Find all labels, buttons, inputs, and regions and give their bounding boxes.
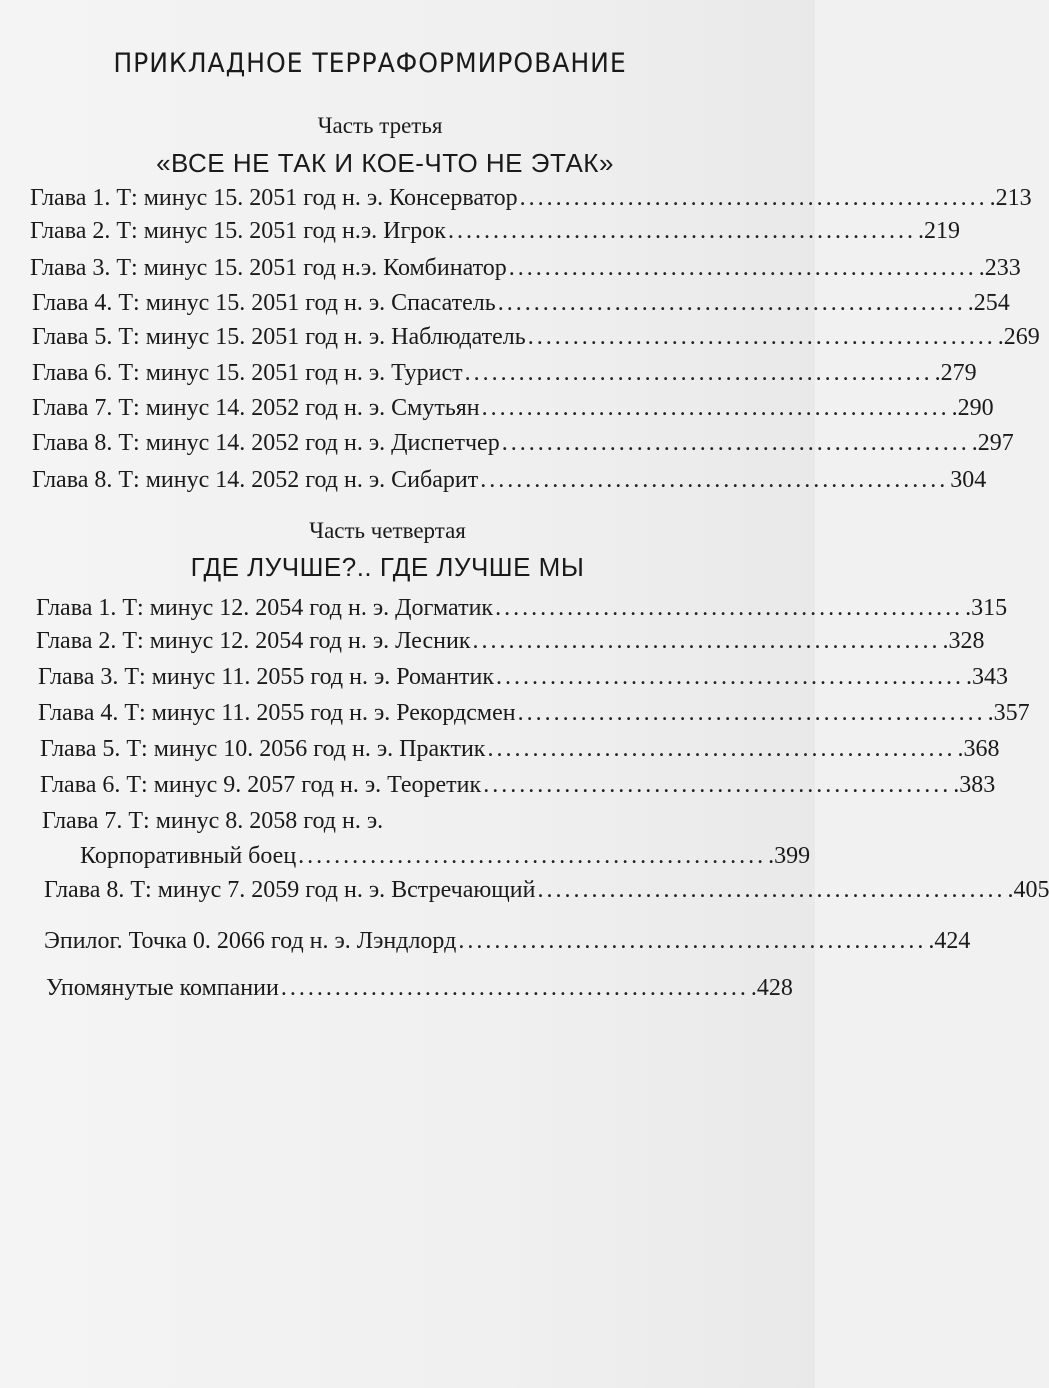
- toc-entry-page: .219: [917, 218, 960, 244]
- dot-leader: ....................................................: [519, 185, 988, 211]
- toc-entry-page: .254: [967, 290, 1010, 316]
- toc-entry[interactable]: [36, 595, 1008, 622]
- toc-entry-page: .399: [768, 843, 811, 869]
- toc-entry-page: .428: [750, 975, 793, 1001]
- toc-entry-page: .424: [928, 928, 971, 954]
- dot-leader: ....................................................: [464, 360, 933, 386]
- dot-leader: ....................................................: [537, 877, 1006, 903]
- toc-entry[interactable]: [32, 360, 977, 387]
- dot-leader: ....................................................: [487, 736, 956, 762]
- toc-entry[interactable]: [30, 255, 1021, 282]
- dot-leader: ....................................................: [480, 467, 949, 493]
- toc-entry-title: Глава 4. Т: минус 15. 2051 год н. э. Спасатель: [32, 290, 496, 316]
- toc-entry[interactable]: [40, 736, 1000, 763]
- dot-leader: ....................................................: [280, 975, 749, 1001]
- toc-entry-page: .343: [966, 664, 1009, 690]
- dot-leader: ....................................................: [472, 628, 941, 654]
- toc-entry[interactable]: [32, 395, 994, 422]
- toc-entry-title: Эпилог. Точка 0. 2066 год н. э. Лэндлорд: [44, 928, 457, 954]
- toc-entry-title: Глава 4. Т: минус 11. 2055 год н. э. Рекордсмен: [38, 700, 516, 726]
- toc-entry-page: .315: [965, 595, 1008, 621]
- dot-leader: ....................................................: [508, 255, 977, 281]
- toc-entry-page: 304: [950, 467, 987, 493]
- toc-entry-title: Глава 2. Т: минус 15. 2051 год н.э. Игрок: [30, 218, 446, 244]
- toc-entry-page: .368: [957, 736, 1000, 762]
- dot-leader: ....................................................: [447, 218, 916, 244]
- toc-entry[interactable]: [36, 628, 985, 655]
- part-four-label: Часть четвертая: [309, 518, 466, 543]
- toc-entry-title: Глава 2. Т: минус 12. 2054 год н. э. Лесник: [36, 628, 471, 654]
- toc-entry-title-continuation: Корпоративный боец: [80, 843, 297, 869]
- toc-entry-page: .328: [942, 628, 985, 654]
- toc-entry-title: Глава 1. Т: минус 12. 2054 год н. э. Догматик: [36, 595, 494, 621]
- dot-leader: ....................................................: [458, 928, 927, 954]
- toc-entry-title: Глава 7. Т: минус 14. 2052 год н. э. Смутьян: [32, 395, 480, 421]
- dot-leader: ....................................................: [517, 700, 986, 726]
- toc-entry[interactable]: [38, 700, 1030, 727]
- toc-entry-companies[interactable]: [46, 975, 793, 1002]
- toc-entry[interactable]: [30, 218, 960, 245]
- toc-entry-title: Глава 8. Т: минус 7. 2059 год н. э. Встречающий: [44, 877, 536, 903]
- toc-entry[interactable]: [38, 664, 1009, 691]
- toc-entry-epilogue[interactable]: [44, 928, 971, 955]
- dot-leader: ....................................................: [483, 772, 952, 798]
- dot-leader: ....................................................: [496, 664, 965, 690]
- toc-entry-title: Глава 5. Т: минус 15. 2051 год н. э. Наблюдатель: [32, 324, 526, 350]
- toc-entry-title[interactable]: Глава 7. Т: минус 8. 2058 год н. э.: [42, 808, 384, 834]
- toc-entry-title: Глава 3. Т: минус 11. 2055 год н. э. Романтик: [38, 664, 495, 690]
- toc-entry[interactable]: [44, 877, 1049, 904]
- toc-entry-page: .233: [978, 255, 1021, 281]
- toc-entry-title: Глава 8. Т: минус 14. 2052 год н. э. Диспетчер: [32, 430, 500, 456]
- toc-entry-title: Глава 6. Т: минус 9. 2057 год н. э. Теоретик: [40, 772, 482, 798]
- toc-entry-page: .290: [951, 395, 994, 421]
- dot-leader: ....................................................: [501, 430, 970, 456]
- toc-entry-page: .383: [953, 772, 996, 798]
- dot-leader: ....................................................: [298, 843, 767, 869]
- toc-entry-title: Глава 5. Т: минус 10. 2056 год н. э. Практик: [40, 736, 486, 762]
- toc-entry-title: Глава 6. Т: минус 15. 2051 год н. э. Турист: [32, 360, 463, 386]
- toc-entry-page: .279: [934, 360, 977, 386]
- part-four-heading: ГДЕ ЛУЧШЕ?.. ГДЕ ЛУЧШЕ МЫ: [190, 552, 585, 582]
- dot-leader: ....................................................: [527, 324, 996, 350]
- toc-entry-title: Глава 8. Т: минус 14. 2052 год н. э. Сибарит: [32, 467, 479, 493]
- dot-leader: ....................................................: [497, 290, 966, 316]
- toc-entry-title: Глава 3. Т: минус 15. 2051 год н.э. Комбинатор: [30, 255, 507, 281]
- toc-entry-page: .405: [1007, 877, 1049, 903]
- part-three-label: Часть третья: [317, 113, 443, 138]
- toc-entry-page: .357: [987, 700, 1030, 726]
- dot-leader: ....................................................: [495, 595, 964, 621]
- dot-leader: ....................................................: [481, 395, 950, 421]
- book-title: ПРИКЛАДНОЕ ТЕРРАФОРМИРОВАНИЕ: [113, 48, 627, 79]
- toc-entry[interactable]: [32, 290, 1010, 317]
- toc-entry-title: Глава 1. Т: минус 15. 2051 год н. э. Консерватор: [30, 185, 518, 211]
- toc-entry-page: .297: [971, 430, 1014, 456]
- toc-entry-page: .269: [997, 324, 1040, 350]
- toc-entry-page: .213: [989, 185, 1032, 211]
- toc-entry[interactable]: [30, 185, 1032, 212]
- toc-entry[interactable]: [40, 772, 996, 799]
- toc-entry[interactable]: [80, 843, 811, 870]
- toc-entry-title: Упомянутые компании: [46, 975, 279, 1001]
- toc-entry[interactable]: [32, 430, 1014, 457]
- toc-entry[interactable]: [32, 324, 1040, 351]
- toc-entry[interactable]: [32, 467, 987, 494]
- part-three-heading: «ВСЕ НЕ ТАК И КОЕ-ЧТО НЕ ЭТАК»: [156, 148, 614, 178]
